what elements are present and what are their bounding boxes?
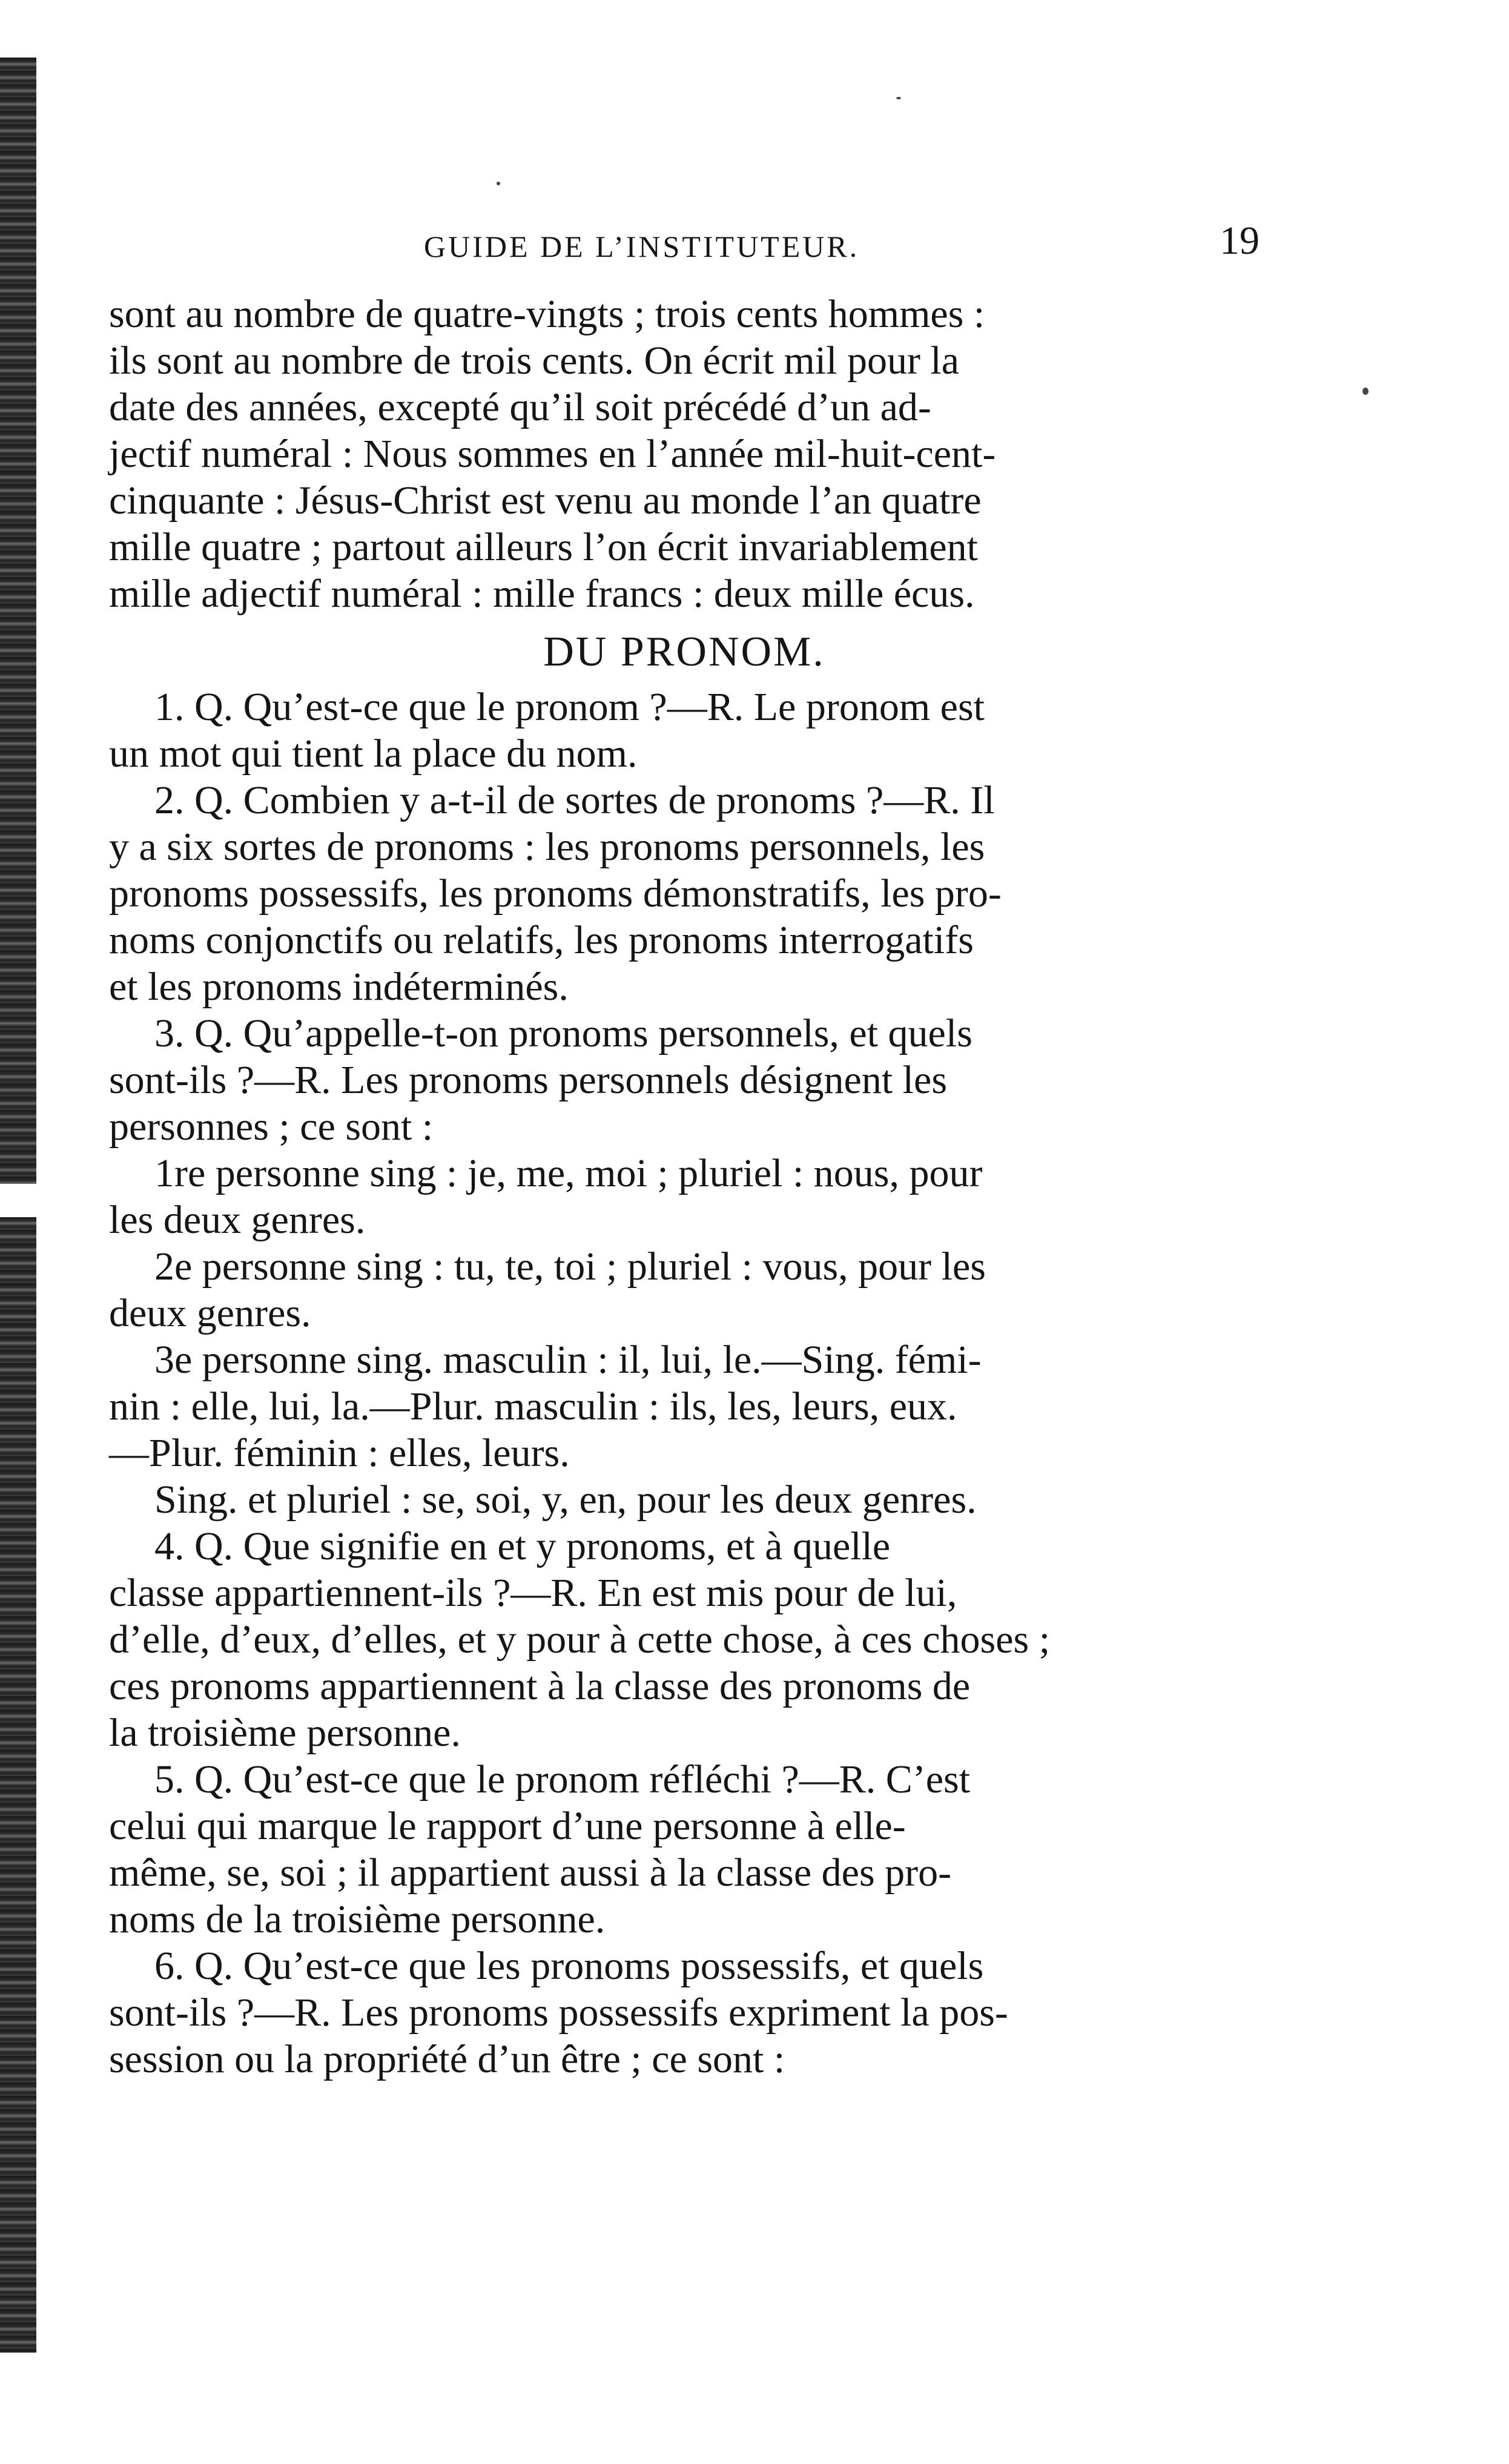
text-line: et les pronoms indéterminés. (109, 965, 569, 1009)
text-line: sont-ils ?—R. Les pronoms personnels désignent les (109, 1058, 948, 1102)
text-line: nin : elle, lui, la.—Plur. masculin : ils, les, leurs, eux. (109, 1384, 957, 1429)
text-line: 5. Q. Qu’est-ce que le pronom réfléchi ?—R. C’est (154, 1757, 971, 1802)
text-line: la troisième personne. (109, 1711, 461, 1755)
paragraph-q4 (109, 1523, 1260, 1756)
paragraph-second-person (109, 1243, 1260, 1336)
text-line: pronoms possessifs, les pronoms démonstratifs, les pro- (109, 871, 1002, 916)
paragraph-q3 (109, 1010, 1260, 1150)
text-line: classe appartiennent-ils ?—R. En est mis pour de lui, (109, 1571, 957, 1615)
text-line: noms de la troisième personne. (109, 1897, 606, 1941)
paragraph-singular-plural (109, 1476, 1260, 1523)
running-head: GUIDE DE L’INSTITUTEUR. (424, 230, 860, 263)
scan-speck (896, 97, 901, 99)
text-line: 2e personne sing : tu, te, toi ; pluriel : vous, pour les (154, 1244, 986, 1289)
text-line: jectif numéral : Nous sommes en l’année mil-huit-cent- (109, 432, 996, 476)
paragraph-third-person (109, 1336, 1260, 1476)
text-line: —Plur. féminin : elles, leurs. (109, 1431, 570, 1475)
text-line: 3. Q. Qu’appelle-t-on pronoms personnels, et quels (154, 1011, 972, 1055)
text-line: 4. Q. Que signifie en et y pronoms, et à quelle (154, 1524, 891, 1568)
scan-speck (1362, 388, 1369, 395)
paragraph-q1 (109, 684, 1260, 777)
text-line: deux genres. (109, 1291, 311, 1335)
text-line: cinquante : Jésus-Christ est venu au monde l’an quatre (109, 478, 982, 523)
book-page (109, 218, 1260, 2083)
paragraph-first-person (109, 1150, 1260, 1243)
text-line: celui qui marque le rapport d’une personne à elle- (109, 1804, 906, 1848)
text-line: 1re personne sing : je, me, moi ; pluriel : nous, pour (154, 1151, 983, 1195)
text-line: session ou la propriété d’un être ; ce sont : (109, 2037, 785, 2081)
text-line: sont au nombre de quatre-vingts ; trois cents hommes : (109, 292, 985, 336)
text-line: 3e personne sing. masculin : il, lui, le.—Sing. fémi- (154, 1338, 982, 1382)
text-line: mille adjectif numéral : mille francs : deux mille écus. (109, 572, 975, 616)
section-title: DU PRONOM. (543, 629, 825, 675)
scan-speck (497, 182, 500, 185)
paragraph-q5 (109, 1756, 1260, 1943)
text-line: même, se, soi ; il appartient aussi à la classe des pro- (109, 1851, 952, 1895)
text-line: ces pronoms appartiennent à la classe des pronoms de (109, 1664, 971, 1708)
paragraph-q2 (109, 777, 1260, 1010)
text-line: sont-ils ?—R. Les pronoms possessifs expriment la pos- (109, 1990, 1008, 2035)
text-line: noms conjonctifs ou relatifs, les pronoms interrogatifs (109, 918, 974, 962)
paragraph-q6 (109, 1943, 1260, 2083)
text-line: 1. Q. Qu’est-ce que le pronom ?—R. Le pronom est (154, 685, 985, 729)
scan-binding-gap (0, 1184, 36, 1217)
text-line: ils sont au nombre de trois cents. On écrit mil pour la (109, 339, 960, 383)
text-line: date des années, excepté qu’il soit précédé d’un ad- (109, 385, 931, 429)
text-line: 2. Q. Combien y a-t-il de sortes de pronoms ?—R. Il (154, 778, 995, 822)
text-line: 6. Q. Qu’est-ce que les pronoms possessifs, et quels (154, 1944, 984, 1988)
text-line: Sing. et pluriel : se, soi, y, en, pour les deux genres. (154, 1478, 977, 1522)
text-line: les deux genres. (109, 1198, 366, 1242)
text-line: d’elle, d’eux, d’elles, et y pour à cette chose, à ces choses ; (109, 1617, 1051, 1662)
text-line: personnes ; ce sont : (109, 1105, 434, 1149)
text-line: un mot qui tient la place du nom. (109, 732, 638, 776)
page-number: 19 (1220, 219, 1260, 263)
intro-paragraph (109, 291, 1260, 617)
page-header (109, 218, 1260, 272)
text-line: y a six sortes de pronoms : les pronoms personnels, les (109, 825, 985, 869)
text-line: mille quatre ; partout ailleurs l’on écrit invariablement (109, 525, 978, 569)
page-body (109, 291, 1260, 2083)
